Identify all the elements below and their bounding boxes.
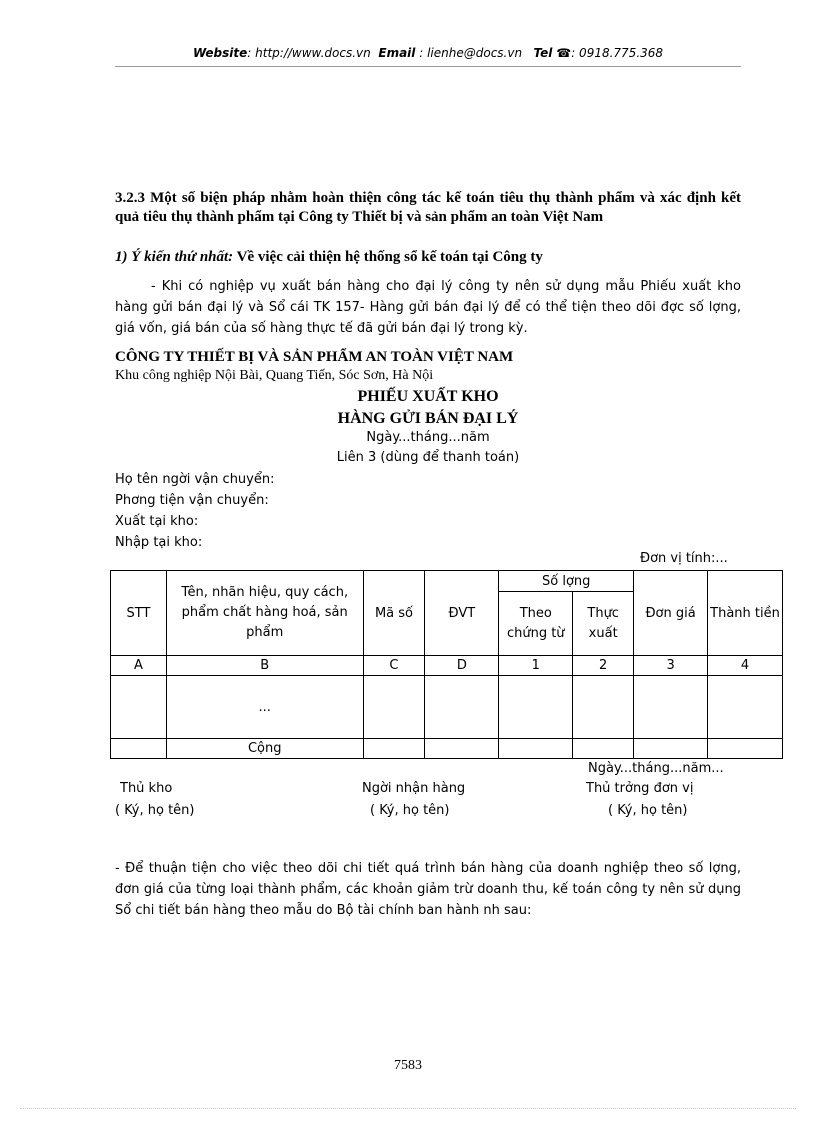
- subsection-text: Về việc cải thiện hệ thống sổ kế toán tại Công ty: [233, 249, 543, 265]
- header-product-name: Tên, nhãn hiệu, quy cách, phẩm chất hàng hoá, sản phẩm: [166, 571, 363, 656]
- signature-receiver: [362, 778, 465, 800]
- paragraph-recommendation: - Để thuận tiện cho việc theo dõi chi tiết quá trình bán hàng của doanh nghiệp theo số lợng, đơn giá của từng loại thành phẩm, các khoản giảm trừ doanh thu, kế toán công ty nên sử dụng Sổ chi tiết bán hàng theo mẫu do Bộ tài chính ban hành nh sau:: [115, 861, 741, 918]
- signature-storekeeper: [120, 778, 172, 800]
- table-row: [111, 676, 783, 739]
- code-cell: 2: [573, 656, 634, 676]
- receiver-title: Ngời nhận hàng: [362, 781, 466, 796]
- code-cell: 1: [499, 656, 573, 676]
- head-title: Thủ trởng đơn vị: [586, 781, 694, 796]
- page-number: 7583: [394, 1058, 422, 1073]
- header-quantity: Số lợng: [499, 571, 634, 592]
- signature-date: Ngày...tháng...năm...: [588, 761, 724, 776]
- header-qty-actual: Thực xuất: [573, 592, 634, 656]
- header-code: Mã số: [363, 571, 425, 656]
- subsection-prefix: 1) Ý kiến thứ nhất:: [115, 249, 234, 265]
- phone-icon: ☎: [556, 46, 572, 60]
- header-unit: ĐVT: [425, 571, 499, 656]
- section-heading: 3.2.3 Một số biện pháp nhằm hoàn thiện công tác kế toán tiêu thụ thành phẩm và xác định kết quả tiêu thụ thành phẩm tại Công ty Thiết bị và sản phẩm an toàn Việt Nam: [115, 190, 741, 225]
- header-amount: Thành tiền: [708, 571, 783, 656]
- ellipsis-cell: ...: [166, 676, 363, 739]
- footer-divider: [20, 1108, 796, 1109]
- storekeeper-sign-note: ( Ký, họ tên): [115, 803, 195, 818]
- form-subtitle: HÀNG GỬI BÁN ĐẠI LÝ: [337, 410, 519, 427]
- code-cell: D: [425, 656, 499, 676]
- tel-value: : 0918.775.368: [571, 46, 664, 60]
- storekeeper-title: Thủ kho: [120, 781, 173, 796]
- email-value[interactable]: : lienhe@docs.vn: [419, 46, 523, 60]
- paragraph-intro: - Khi có nghiệp vụ xuất bán hàng cho đại lý công ty nên sử dụng mẫu Phiếu xuất kho hàng gửi bán đại lý và Sổ cái TK 157- Hàng gửi bán đại lý để có thể tiện theo dõi đợc số lợng, giá vốn, giá bán của số hàng thực tế đã gửi bán đại lý trong kỳ.: [115, 279, 741, 336]
- header-qty-per-document: Theo chứng từ: [499, 592, 573, 656]
- header-unit-price: Đơn giá: [634, 571, 708, 656]
- code-cell: B: [166, 656, 363, 676]
- form-date: Ngày...tháng...năm: [366, 430, 490, 445]
- signature-head: [586, 778, 693, 800]
- total-label: Cộng: [166, 739, 363, 759]
- subsection-heading: [115, 248, 543, 267]
- tel-label: Tel: [533, 46, 553, 60]
- header-stt: STT: [111, 571, 167, 656]
- header-divider: [115, 66, 741, 67]
- form-title: PHIẾU XUẤT KHO: [357, 388, 499, 405]
- website-label: Website: [192, 46, 248, 60]
- receiver-sign-note: ( Ký, họ tên): [370, 803, 450, 818]
- goods-table: [110, 570, 783, 759]
- field-vehicle: Phơng tiện vận chuyển:: [115, 493, 269, 508]
- code-cell: C: [363, 656, 425, 676]
- head-sign-note: ( Ký, họ tên): [608, 803, 688, 818]
- field-transporter: Họ tên ngời vận chuyển:: [115, 472, 275, 487]
- page-header: [115, 46, 741, 60]
- form-copy-note: Liên 3 (dùng để thanh toán): [336, 450, 520, 465]
- code-cell: 3: [634, 656, 708, 676]
- unit-label: Đơn vị tính:...: [640, 551, 728, 566]
- total-row: [111, 739, 783, 759]
- field-to-warehouse: Nhập tại kho:: [115, 535, 203, 550]
- company-name: CÔNG TY THIẾT BỊ VÀ SẢN PHẨM AN TOÀN VIỆT NAM: [115, 349, 514, 365]
- company-address: Khu công nghiệp Nội Bài, Quang Tiến, Sóc Sơn, Hà Nội: [115, 368, 434, 383]
- email-label: Email: [378, 46, 416, 60]
- field-from-warehouse: Xuất tại kho:: [115, 514, 199, 529]
- website-value[interactable]: : http://www.docs.vn: [247, 46, 371, 60]
- table-code-row: [111, 656, 783, 676]
- code-cell: A: [111, 656, 167, 676]
- code-cell: 4: [708, 656, 783, 676]
- form-fields: [115, 469, 275, 553]
